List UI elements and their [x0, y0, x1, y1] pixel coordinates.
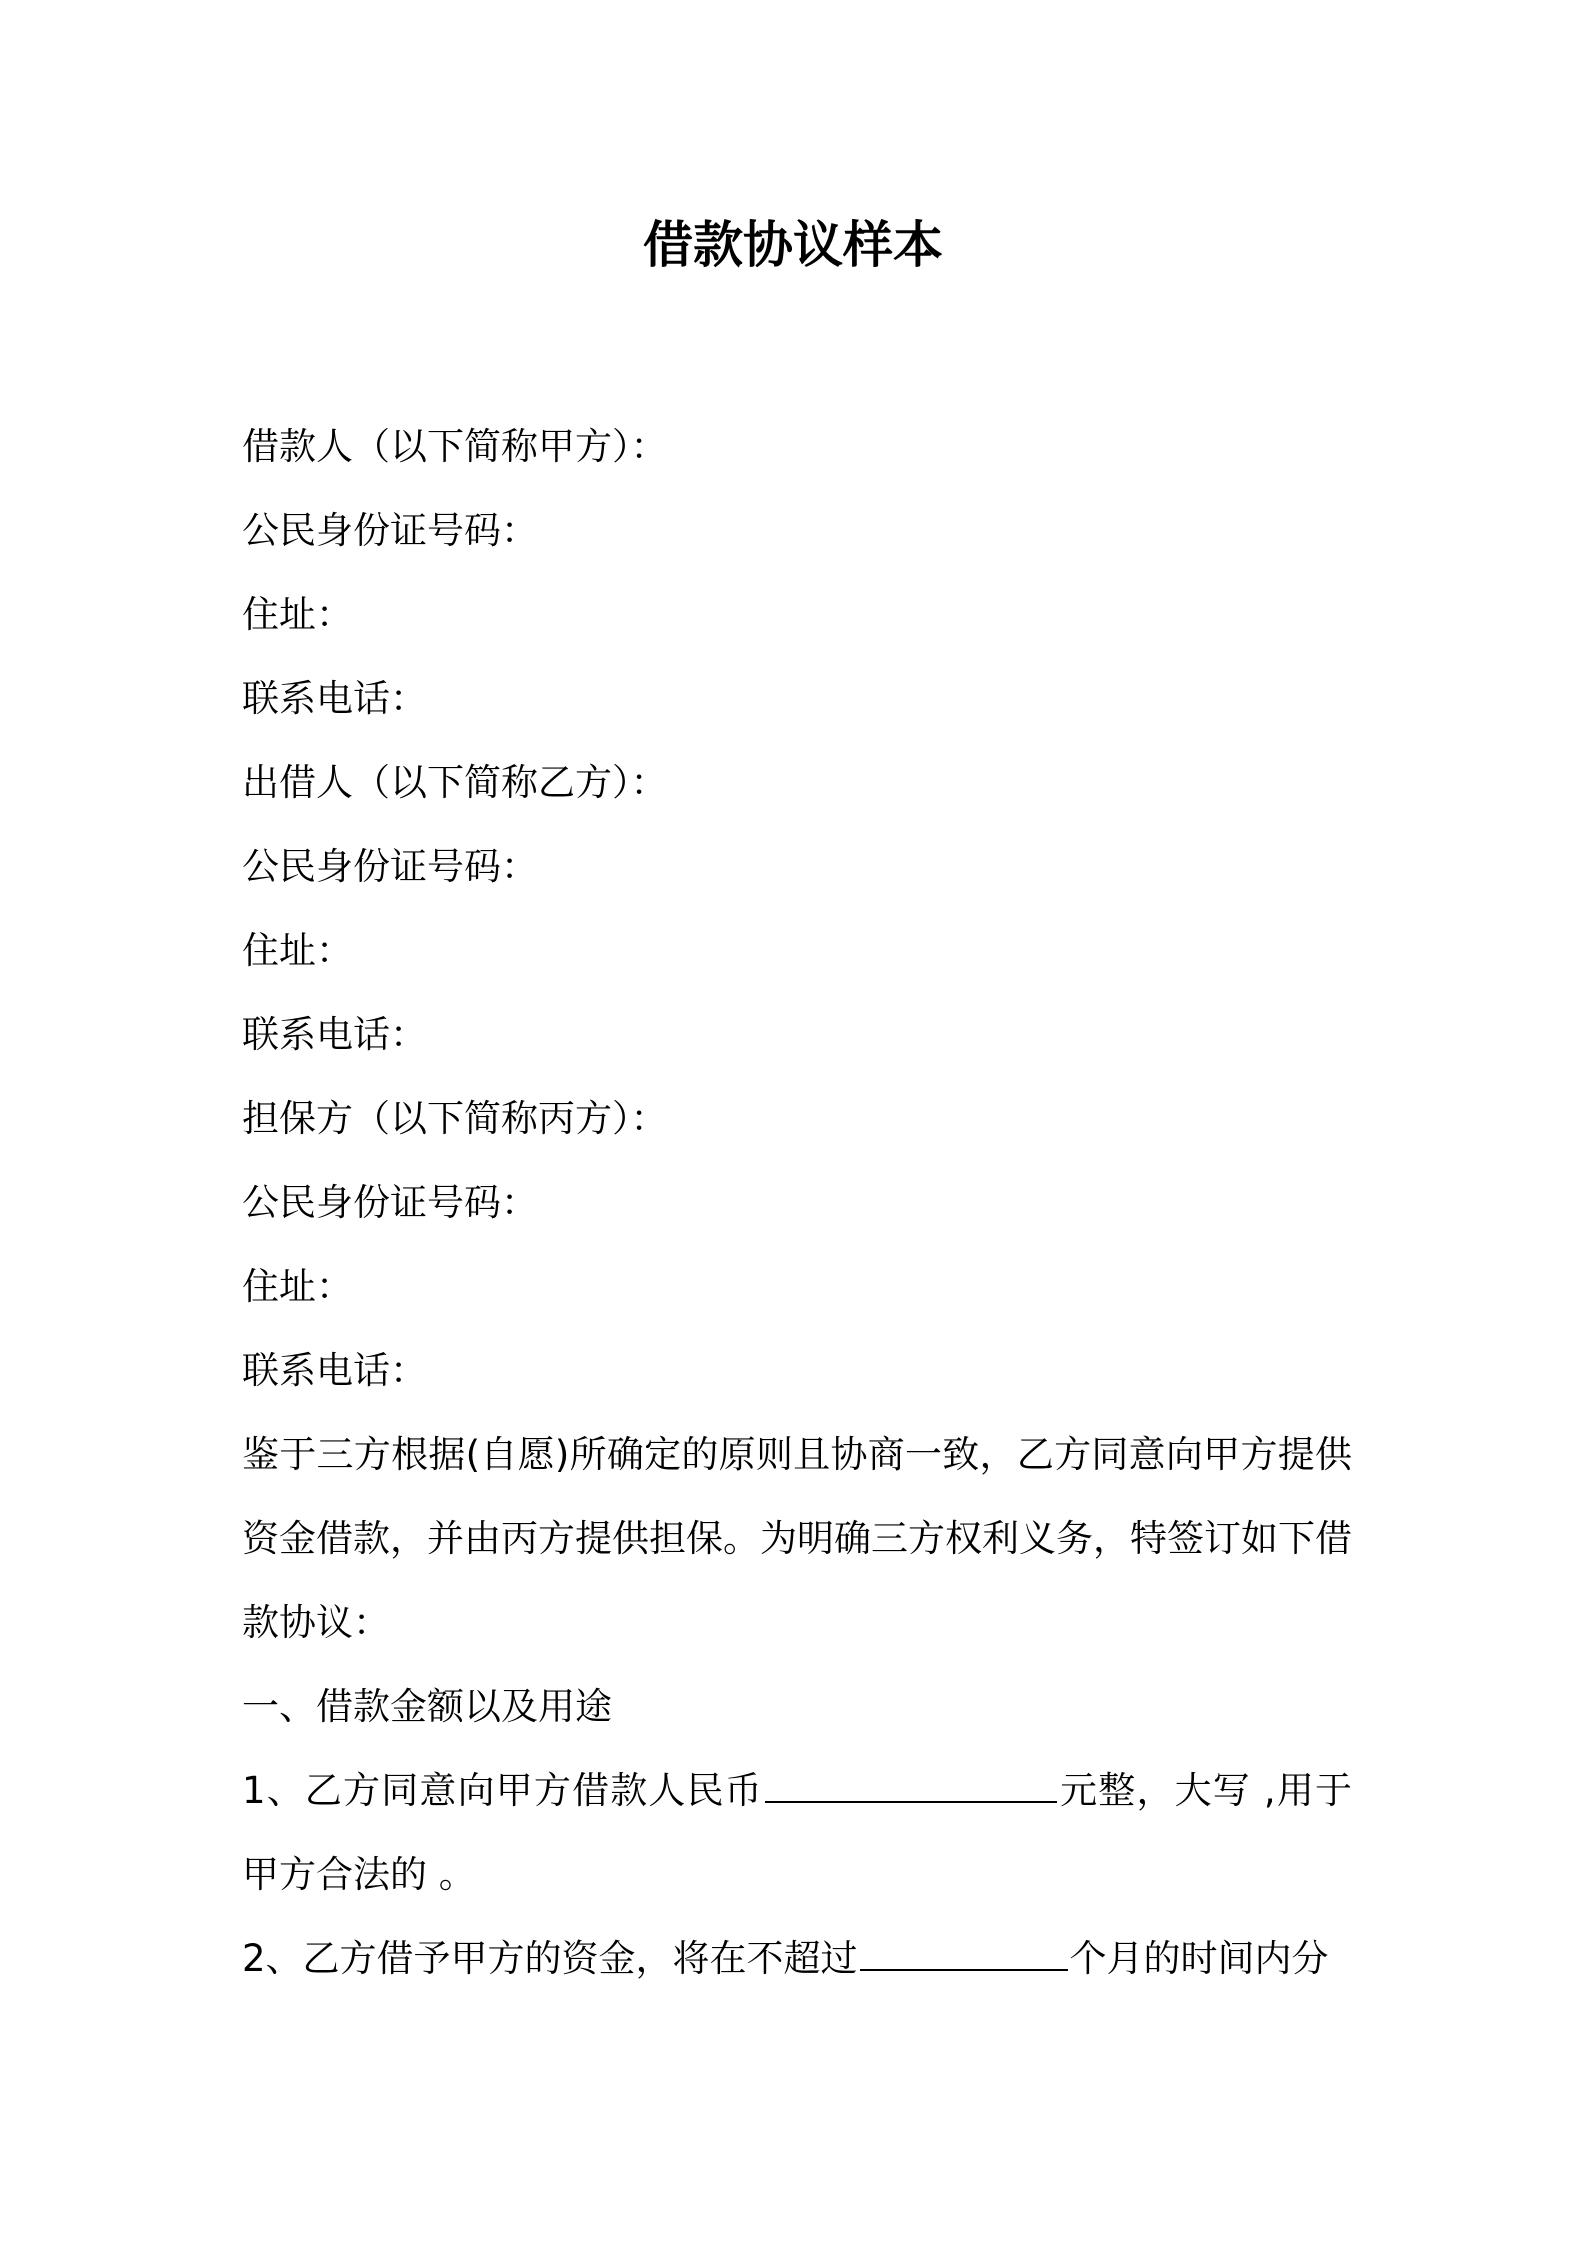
guarantor-label: 担保方（以下简称丙方）： — [242, 1097, 668, 1140]
borrower-id-label: 公民身份证号码： — [242, 509, 538, 552]
clause-1-text-before: 1、乙方同意向甲方借款人民币 — [242, 1769, 763, 1812]
lender-label: 出借人（以下简称乙方）： — [242, 761, 668, 804]
section-heading: 一、借款金额以及用途 — [242, 1685, 612, 1728]
months-blank — [860, 1939, 1068, 1971]
clause-2-text-before: 2、乙方借予甲方的资金，将在不超过 — [242, 1937, 858, 1980]
borrower-label: 借款人（以下简称甲方）： — [242, 425, 668, 468]
lender-phone-label: 联系电话： — [242, 1013, 427, 1056]
amount-blank — [765, 1771, 1057, 1803]
document-title: 借款协议样本 — [643, 216, 943, 274]
guarantor-phone-label: 联系电话： — [242, 1349, 427, 1392]
lender-address-label: 住址： — [242, 929, 353, 972]
clause-2 — [242, 1917, 1352, 2001]
clause-2-text-after: 个月的时间内分 — [1069, 1937, 1329, 1980]
clause-1 — [242, 1749, 1352, 1917]
document-body — [242, 405, 1352, 2001]
borrower-address-label: 住址： — [242, 593, 353, 636]
guarantor-address-label: 住址： — [242, 1265, 353, 1308]
lender-id-label: 公民身份证号码： — [242, 845, 538, 888]
clause-1-text-after: 元整，大写 ,用于甲方合法的 。 — [242, 1769, 1352, 1896]
preamble-paragraph: 鉴于三方根据(自愿)所确定的原则且协商一致，乙方同意向甲方提供资金借款，并由丙方提供担保。为明确三方权利义务，特签订如下借款协议： — [242, 1433, 1352, 1644]
borrower-phone-label: 联系电话： — [242, 677, 427, 720]
guarantor-id-label: 公民身份证号码： — [242, 1181, 538, 1224]
